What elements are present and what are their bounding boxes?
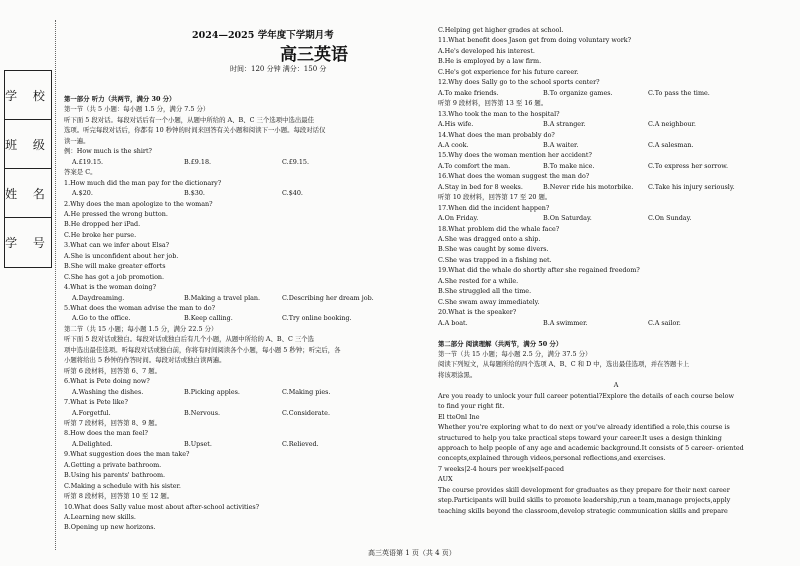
text-line: 4.What is the woman doing? [64,283,156,292]
text-line: 10.What does Sally value most about after-school activities? [64,502,260,511]
text-line: B.She will make greater efforts [64,262,166,271]
text-line: concepts,explained through videos,personal reflections,and exercises. [438,454,666,463]
text-line: Are you ready to unlock your full career potential?Explore the details of each course below [438,391,734,400]
answer-option: B.Making a travel plan. [184,293,261,302]
text-line: 9.What suggestion does the man take? [64,450,190,459]
answer-option: C.£9.15. [282,157,310,166]
answer-option: B.To organize games. [543,88,613,97]
text-line: A.He pressed the wrong button. [64,209,168,218]
binding-margin [0,0,62,566]
answer-option: B.Upset. [184,439,212,448]
answer-option: B.On Saturday. [543,214,592,223]
text-line: A [613,381,619,390]
answer-option: A.£19.15. [72,157,104,166]
text-line: 3.What can we infer about Elsa? [64,241,170,250]
text-line: C.Making a schedule with his sister. [64,481,181,490]
text-line: B.He is employed by a law firm. [438,57,542,66]
text-line: B.She struggled all the time. [438,287,532,296]
student-info-box [4,70,52,268]
text-line: 18.What problem did the whale face? [438,224,560,233]
answer-option: A.To comfort the man. [438,161,511,170]
text-line: 答案是 C。 [64,168,97,177]
text-line: 7.What is Pete like? [64,398,128,407]
text-line: A.Learning new skills. [64,513,136,521]
answer-option: B.To make nice. [543,161,595,170]
student-number-field-label: 学 号 [5,235,51,250]
text-line: 听第 10 段材料，回答第 17 至 20 题。 [438,193,552,202]
section-heading: 第二部分 阅读理解（共两节，满分 50 分） [438,339,563,348]
text-line: 听下面 5 段对话或独白。每段对话或独白后有几个小题，从题中所给的 A、B、C 三个选 [64,335,315,344]
text-line: A.Getting a private bathroom. [64,460,162,469]
text-line: 小题将给出 5 秒钟的作答时间。每段对话或独白读两遍。 [64,356,226,365]
text-line: teaching skills beyond the classroom,develop strategic communication skills and prepare [438,506,728,515]
text-line: AUX [438,475,453,484]
binding-dotted-line [55,20,56,550]
text-line: 听第 8 段材料，回答第 10 至 12 题。 [64,492,174,501]
text-line: 17.When did the incident happen? [438,203,550,212]
text-line: 20.What is the speaker? [438,308,517,317]
text-line: El tteOnl Ine [438,412,480,421]
class-field-label: 班 级 [5,120,51,169]
answer-option: B.A stranger. [543,120,586,129]
answer-option: A.$20. [72,189,93,198]
answer-option: A.Daydreaming. [72,293,125,302]
text-line: 第一节（共 5 小题：每小题 1.5 分，满分 7.5 分） [64,105,210,114]
answer-option: C.A neighbour. [648,120,696,129]
answer-option: A.A boat. [438,318,468,327]
answer-option: C.$40. [282,189,303,198]
answer-option: C.Considerate. [282,408,330,417]
answer-option: C.Take his injury seriously. [648,182,735,191]
text-line: B.He dropped her iPad. [64,220,141,229]
name-field-label: 姓 名 [5,169,51,218]
text-line: B.Using his parents' bathroom. [64,471,166,480]
answer-option: B.£9.18. [184,157,212,166]
answer-option: A.A cook. [438,140,469,149]
text-line: 听第 6 段材料，回答第 6、7 题。 [64,366,162,375]
answer-option: C.A sailor. [648,318,681,327]
text-line: C.She swam away immediately. [438,297,540,306]
section-heading: 第一部分 听力（共两节，满分 30 分） [64,95,176,103]
text-line: 项中选出最佳选项。听每段对话或独白前，你将有时间阅读各个小题，每小题 5 秒钟；听完后，各 [64,345,341,354]
text-line: step.Participants will build skills to promote leadership,run a team,manage projects,apply [438,496,731,505]
page-footer: 高三英语第 1 页（共 4 页） [368,549,456,557]
answer-option: B.A swimmer. [543,318,588,327]
answer-option: C.Relieved. [282,439,319,448]
text-line: 14.What does the man probably do? [438,130,555,139]
text-line: Whether you're exploring what to do next or you've already identified a role,this course is [438,423,730,432]
text-line: 1.How much did the man pay for the dictionary? [64,178,222,187]
answer-option: C.Try online booking. [282,314,352,323]
answer-option: B.Picking apples. [184,387,240,396]
answer-option: B.$30. [184,189,205,198]
text-line: B.Opening up new horizons. [64,523,156,532]
text-line: C.He's got experience for his future career. [438,67,579,76]
answer-option: B.Never ride his motorbike. [543,182,634,191]
text-line: A.He's developed his interest. [438,46,535,55]
answer-option: B.A waiter. [543,140,579,149]
answer-option: C.To pass the time. [648,88,710,97]
text-line: approach to help people of any age and academic background.It consists of 5 career- oriented [438,444,744,452]
answer-option: C.To express her sorrow. [648,161,729,170]
answer-option: A.Stay in bed for 8 weeks. [438,182,523,191]
answer-option: B.Nervous. [184,408,221,417]
text-line: 听第 9 段材料，回答第 13 至 16 题。 [438,99,548,108]
text-line: 听第 7 段材料，回答第 8、9 题。 [64,418,162,427]
text-line: The course provides skill development for graduates as they prepare for their next career [438,485,730,494]
text-line: 例：How much is the shirt? [64,147,152,156]
text-line: structured to help you take practical steps toward your career.It uses a design thinking [438,433,722,442]
answer-option: C.On Sunday. [648,214,692,223]
text-line: C.She was trapped in a fishing net. [438,255,552,264]
school-field-label: 学 校 [5,71,51,120]
answer-option: A.Forgetful. [72,408,111,417]
answer-option: B.Keep calling. [184,314,233,323]
text-line: 6.What is Pete doing now? [64,377,150,386]
answer-option: A.On Friday. [438,214,479,223]
text-line: 阅读下列短文，从每题所给的四个选项 A、B、C 和 D 中，选出最佳选项，并在答题卡上 [438,360,690,369]
text-line: 将该项涂黑。 [438,370,477,379]
text-line: 16.What does the woman suggest the man do? [438,172,590,181]
text-line: 听下面 5 段对话。每段对话后有一个小题，从题中所给的 A、B、C 三个选项中选出最佳 [64,115,315,124]
answer-option: A.His wife. [438,120,474,129]
exam-time-score: 时间：120 分钟 满分：150 分 [230,65,327,73]
exam-subject-title: 高三英语 [280,45,348,65]
text-line: C.Helping get higher grades at school. [438,26,564,34]
answer-option: A.Washing the dishes. [72,387,144,396]
text-line: A.She rested for a while. [438,276,519,285]
answer-option: C.A salesman. [648,140,694,149]
text-line: 第二节（共 15 小题；每小题 1.5 分，满分 22.5 分） [64,324,218,333]
answer-option: A.Delighted. [72,439,113,448]
text-line: 2.Why does the man apologize to the woman? [64,199,213,208]
text-line: 11.What benefit does Jason get from doing voluntary work? [438,36,632,45]
exam-term-title: 2024—2025 学年度下学期月考 [192,30,334,41]
text-line: to find your right fit. [438,402,505,411]
text-line: 第一节（共 15 小题；每小题 2.5 分，满分 37.5 分） [438,349,592,358]
text-line: B.She was caught by some divers. [438,245,549,254]
text-line: 7 weeks|2-4 hours per week|self-paced [438,464,564,473]
text-line: 12.Why does Sally go to the school sports center? [438,78,600,87]
answer-option: C.Making pies. [282,387,331,396]
text-line: 8.How does the man feel? [64,429,148,438]
text-line: 5.What does the woman advise the man to do? [64,304,216,312]
text-line: 19.What did the whale do shortly after she regained freedom? [438,266,640,275]
text-line: 15.Why does the woman mention her accident? [438,151,592,160]
text-line: 读一遍。 [64,136,90,145]
answer-option: A.Go to the office. [72,314,131,323]
text-line: A.She is unconfident about her job. [64,251,179,260]
answer-option: C.Describing her dream job. [282,293,374,302]
text-line: C.She has got a job promotion. [64,272,165,281]
answer-option: A.To make friends. [438,88,499,97]
text-line: 选项。听完每段对话后，你都有 10 秒钟的时间来回答有关小题和阅读下一小题。每段对话仅 [64,126,326,135]
text-line: A.She was dragged onto a ship. [438,235,541,243]
text-line: 13.Who took the man to the hospital? [438,109,560,118]
text-line: C.He broke her purse. [64,230,137,239]
